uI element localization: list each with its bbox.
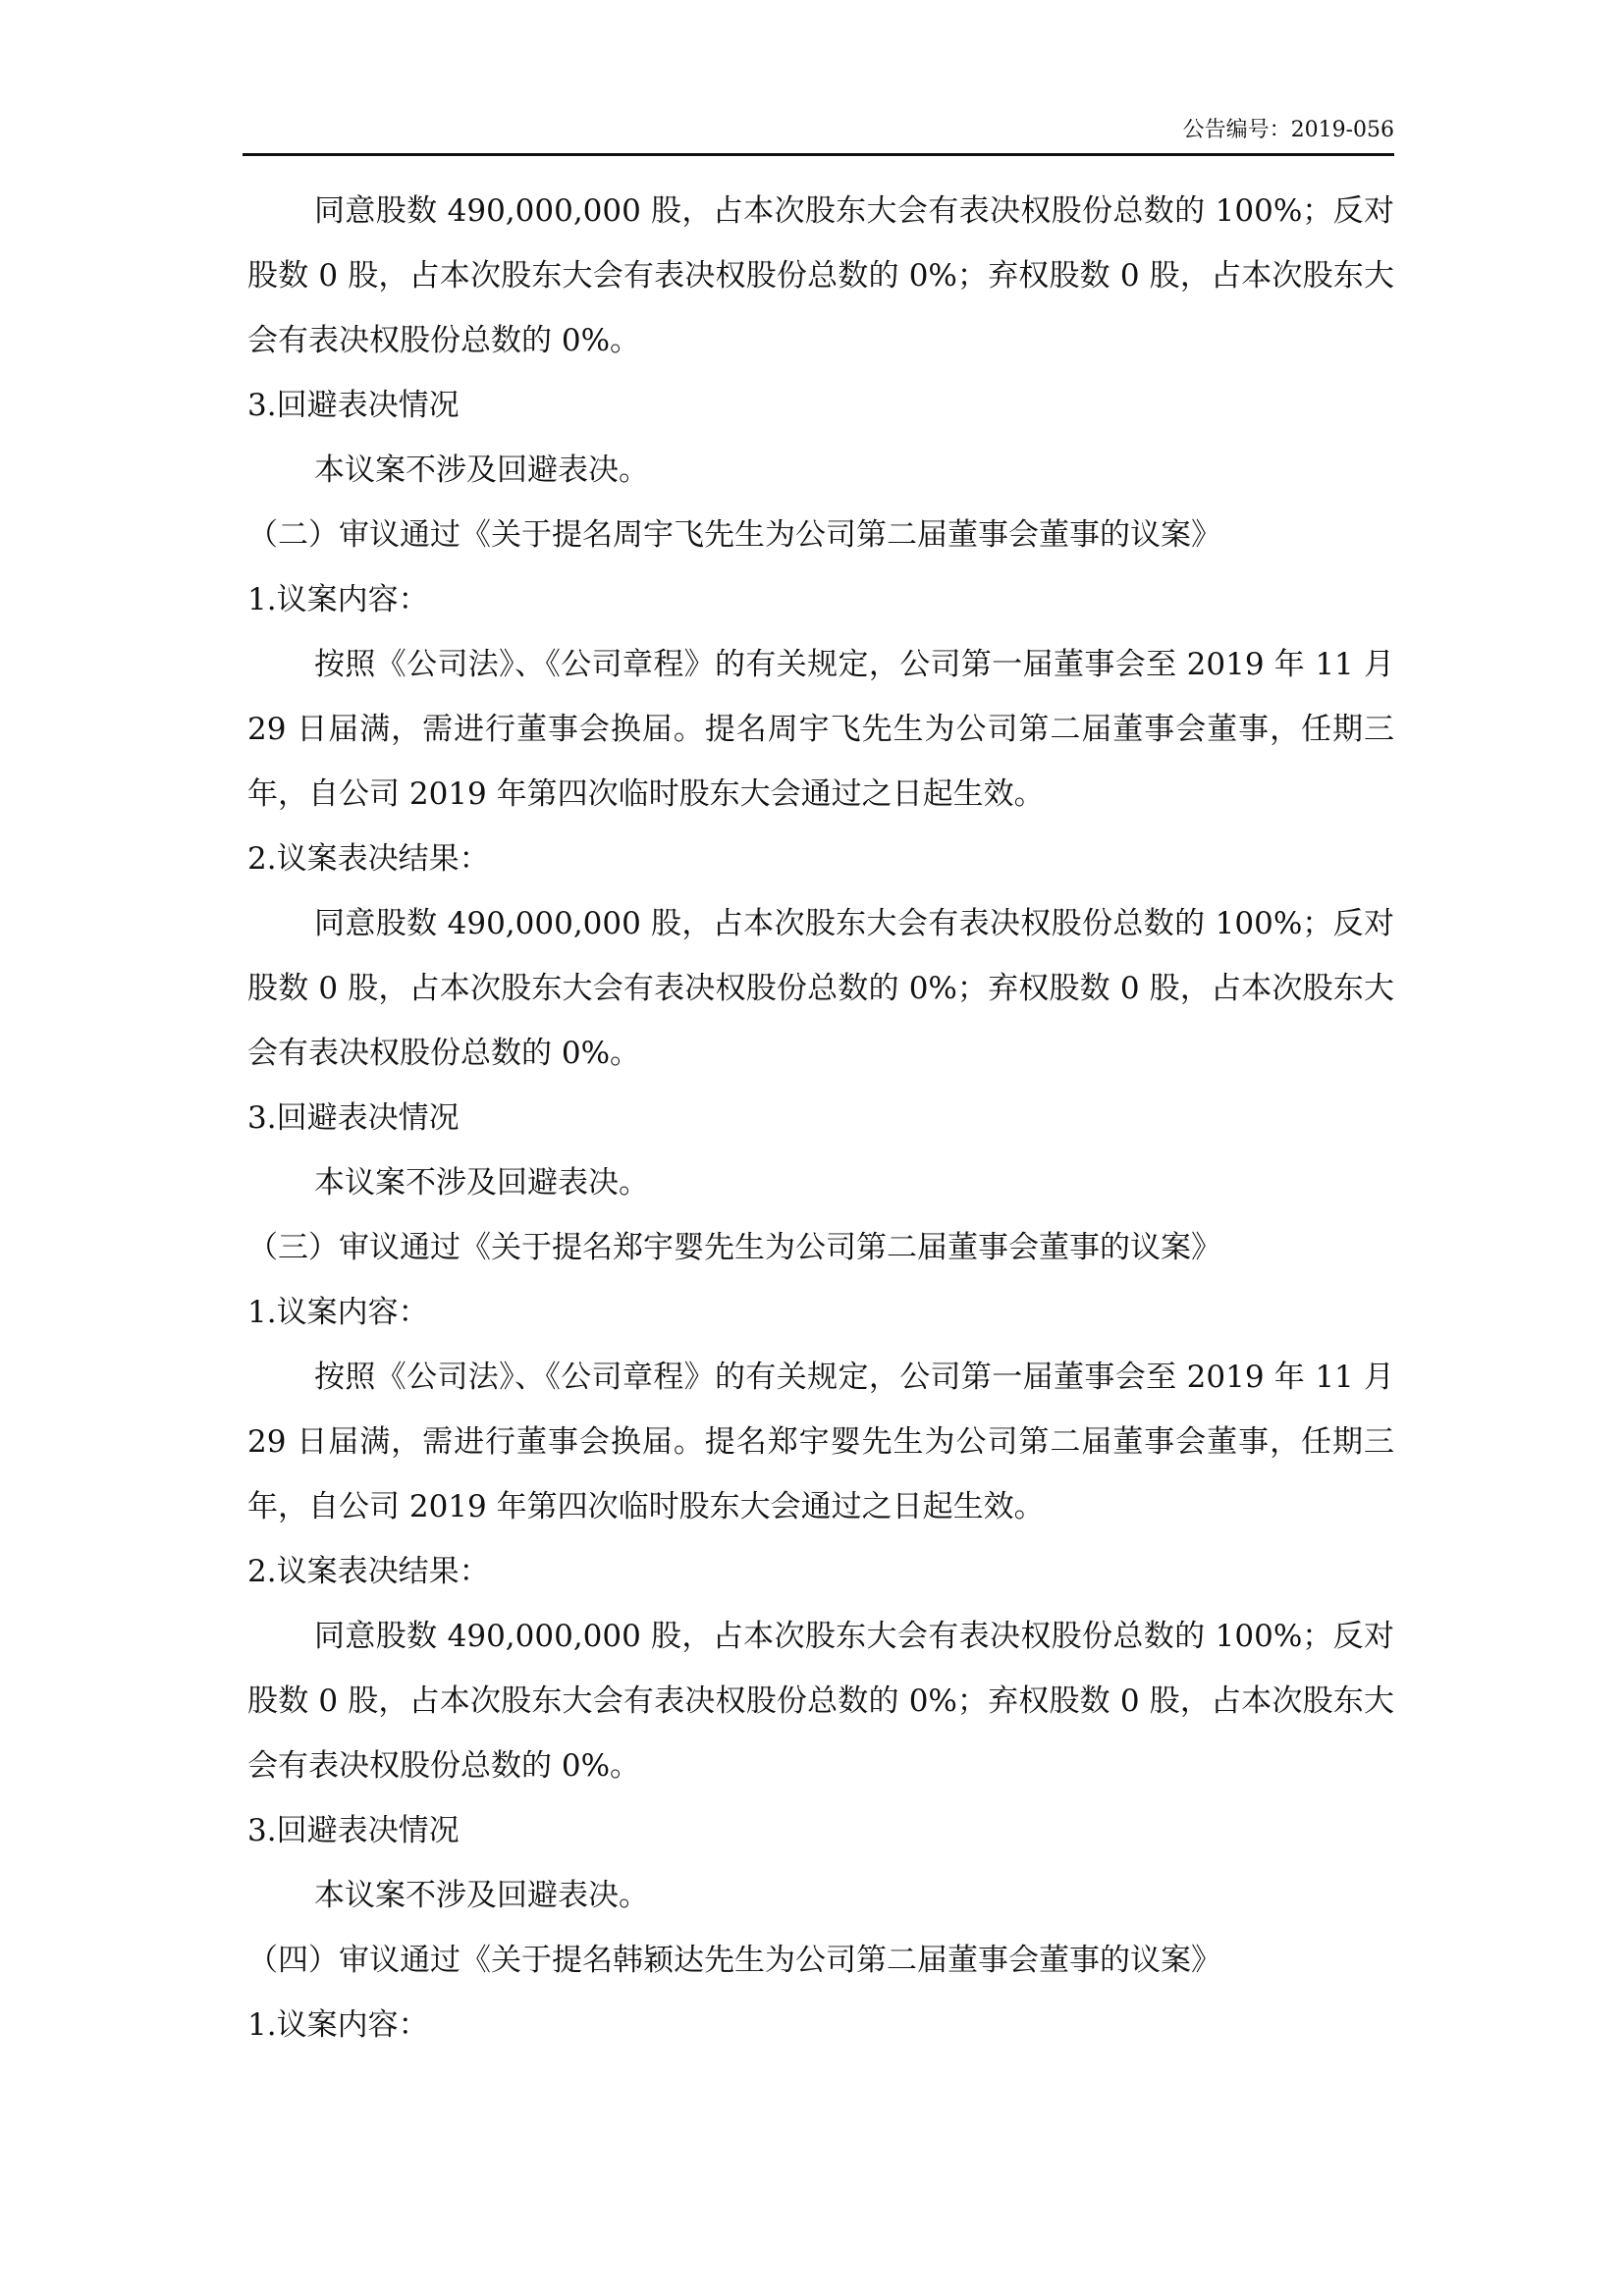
subsection-heading: 1.议案内容： [247,582,429,617]
avoidance-statement: 本议案不涉及回避表决。 [314,1878,649,1913]
vote-result-paragraph: 同意股数 490,000,000 股，占本次股东大会有表决权股份总数的 100%；反对股数 0 股，占本次股东大会有表决权股份总数的 0%；弃权股数 0 股，占本次股东大会有表决权股份总数的 0%。 [247,906,1394,1071]
subsection-heading: 2.议案表决结果： [247,1554,490,1589]
document-body [247,179,1394,2057]
proposal-heading: （三）审议通过《关于提名郑宇婴先生为公司第二届董事会董事的议案》 [247,1230,1221,1265]
subsection-heading: 2.议案表决结果： [247,841,490,877]
subsection-heading: 1.议案内容： [247,2007,429,2043]
vote-result-paragraph: 同意股数 490,000,000 股，占本次股东大会有表决权股份总数的 100%；反对股数 0 股，占本次股东大会有表决权股份总数的 0%；弃权股数 0 股，占本次股东大会有表决权股份总数的 0%。 [247,193,1394,358]
avoidance-statement: 本议案不涉及回避表决。 [314,1165,649,1201]
avoidance-statement: 本议案不涉及回避表决。 [314,453,649,488]
proposal-heading: （二）审议通过《关于提名周宇飞先生为公司第二届董事会董事的议案》 [247,517,1221,553]
vote-result-paragraph: 同意股数 490,000,000 股，占本次股东大会有表决权股份总数的 100%；反对股数 0 股，占本次股东大会有表决权股份总数的 0%；弃权股数 0 股，占本次股东大会有表决权股份总数的 0%。 [247,1619,1394,1784]
proposal-content-paragraph: 按照《公司法》、《公司章程》的有关规定，公司第一届董事会至 2019 年 11 月 29 日届满，需进行董事会换届。提名郑宇婴先生为公司第二届董事会董事，任期三年，自公司 2019 年第四次临时股东大会通过之日起生效。 [247,1360,1394,1524]
proposal-content-paragraph: 按照《公司法》、《公司章程》的有关规定，公司第一届董事会至 2019 年 11 月 29 日届满，需进行董事会换届。提名周宇飞先生为公司第二届董事会董事，任期三年，自公司 2019 年第四次临时股东大会通过之日起生效。 [247,647,1394,812]
subsection-heading: 3.回避表决情况 [247,1100,460,1136]
subsection-heading: 3.回避表决情况 [247,388,460,423]
subsection-heading: 1.议案内容： [247,1295,429,1330]
announcement-number: 公告编号：2019-056 [1182,118,1394,142]
subsection-heading: 3.回避表决情况 [247,1813,460,1848]
page-header [243,110,1394,156]
proposal-heading: （四）审议通过《关于提名韩颖达先生为公司第二届董事会董事的议案》 [247,1943,1221,1978]
